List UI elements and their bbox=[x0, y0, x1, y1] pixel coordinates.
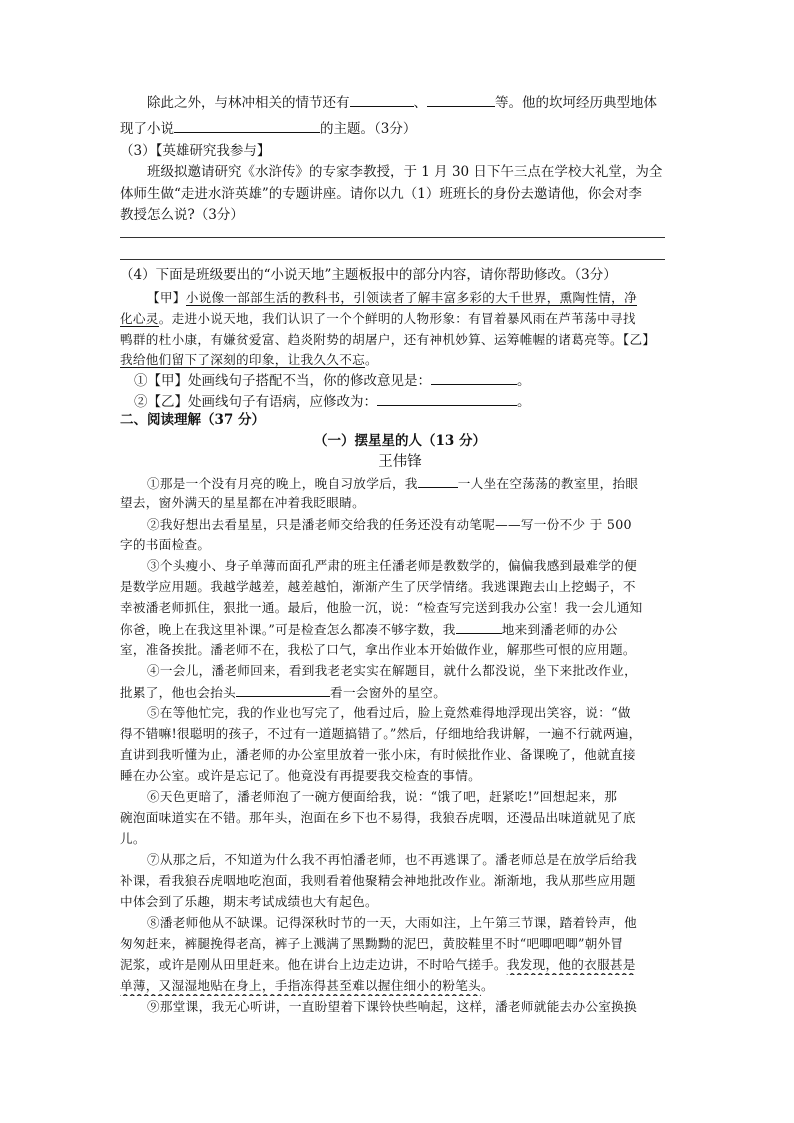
paragraph-7-line: 补课，看我狼吞虎咽地吃泡面，我则看着他聚精会神地批改作业。渐渐地，我从那些应用题 bbox=[120, 873, 636, 888]
answer-blank[interactable] bbox=[377, 391, 517, 406]
paragraph-6-line: 碗泡面味道实在不错。那年头，泡面在乡下也不易得，我狼吞虎咽，还漫品出味道就见了底 bbox=[120, 810, 636, 825]
board-line1 bbox=[120, 288, 680, 308]
paragraph-8-line bbox=[120, 976, 680, 996]
q3-heading: （3）【英雄研究我参与】 bbox=[120, 143, 271, 159]
paragraph-9-line: ⑨那堂课，我无心听讲，一直盼望着下课铃快些响起，这样，潘老师就能去办公室换换 bbox=[147, 999, 637, 1014]
q2-text: 等。他的坎坷经历典型地体 bbox=[495, 95, 657, 111]
passage-author: 王伟锋 bbox=[378, 454, 422, 470]
q4-sub1-end: 。 bbox=[517, 373, 531, 389]
board-line3: 鸭群的杜小康，有嫌贫爱富、趋炎附势的胡屠户，还有神机妙算、运筹帷幄的诸葛亮等。【乙】 bbox=[120, 332, 656, 347]
paragraph-5-line: 睡在办公室。或许是忘记了。他竟没有再提要我交检查的事情。 bbox=[120, 768, 482, 783]
passage-text: ①那是一个没有月亮的晚上，晚自习放学后，我 bbox=[147, 476, 418, 491]
paragraph-4-line: ④一会儿，潘老师回来，看到我老老实实在解题目，就什么都没说，坐下来批改作业， bbox=[147, 663, 637, 678]
passage-text: 一人坐在空荡荡的教室里，抬眼 bbox=[457, 476, 639, 491]
paragraph-3-line: ③个头瘦小、身子单薄而面孔严肃的班主任潘老师是教数学的，偏偏我感到最难学的便 bbox=[147, 558, 637, 573]
answer-line[interactable] bbox=[120, 237, 665, 238]
answer-blank[interactable] bbox=[418, 473, 458, 488]
wavy-underlined-sentence: 我发现，他的衣服甚是 bbox=[506, 957, 636, 972]
q4-sub1-text: ①【甲】处画线句子搭配不当，你的修改意见是： bbox=[134, 373, 431, 389]
paragraph-7-line: 中体会到了乐趣，期末考试成绩也大有起色。 bbox=[120, 894, 378, 909]
paragraph-8-line: 匆匆赶来，裤腿挽得老高，裤子上溅满了黑黝黝的泥巴，黄胶鞋里不时“吧唧吧唧”朝外冒 bbox=[120, 936, 624, 951]
q2-line1 bbox=[120, 92, 680, 113]
q2-text: 的主题。（3分） bbox=[320, 121, 417, 137]
answer-blank[interactable] bbox=[236, 682, 330, 697]
paragraph-2-line: ②我好想出去看星星，只是潘老师交给我的任务还没有动笔呢——写一份不少 于 500 bbox=[147, 517, 632, 532]
passage-text: 地来到潘老师的办公 bbox=[501, 622, 618, 637]
paragraph-6-line: ⑥天色更暗了，潘老师泡了一碗方便面给我，说：“饿了吧，赶紧吃!”回想起来，那 bbox=[147, 789, 618, 804]
q3-line3: 教授怎么说?（3分） bbox=[120, 207, 244, 223]
answer-blank[interactable] bbox=[431, 370, 517, 385]
board-text: 。走进小说天地，我们认识了一个个鲜明的人物形象：有冒着暴风雨在芦苇荡中寻找 bbox=[158, 311, 636, 326]
q4-sub2-end: 。 bbox=[517, 394, 531, 410]
answer-blank[interactable] bbox=[456, 619, 502, 634]
passage-text: 看一会窗外的星空。 bbox=[330, 685, 447, 700]
paragraph-3-line: 幸被潘老师抓住，狠批一通。最后，他脸一沉，说：“检查写完送到我办公室！我一会儿通知 bbox=[120, 600, 643, 615]
underlined-sentence-jia: 化心灵 bbox=[120, 311, 159, 326]
board-line4 bbox=[120, 350, 680, 370]
paragraph-5-line: 得不错嘛!很聪明的孩子，不过有一道题搞错了。”然后，仔细地给我讲解，一遍不行就两遍， bbox=[120, 726, 642, 741]
paragraph-7-line: ⑦从那之后，不知道为什么我不再怕潘老师，也不再逃课了。潘老师总是在放学后给我 bbox=[147, 852, 637, 867]
passage-title: （一）摆星星的人（13 分） bbox=[314, 433, 486, 449]
paragraph-8-line bbox=[120, 955, 680, 975]
paragraph-6-line: 儿。 bbox=[120, 831, 146, 846]
q4-sub1 bbox=[134, 370, 694, 391]
board-line2 bbox=[120, 309, 680, 329]
paragraph-3-line: 是数学应用题。我越学越差，越差越怕，渐渐产生了厌学情绪。我逃课跑去山上挖蝎子，不 bbox=[120, 579, 636, 594]
q4-heading: （4）下面是班级要出的“小说天地”主题板报中的部分内容，请你帮助修改。（3分） bbox=[120, 267, 617, 283]
q4-sub2 bbox=[134, 391, 694, 412]
paragraph-8-line: ⑧潘老师他从不缺课。记得深秋时节的一天，大雨如注，上午第三节课，踏着铃声，他 bbox=[147, 915, 637, 930]
q3-line1: 班级拟邀请研究《水浒传》的专家李教授，于 1 月 30 日下午三点在学校大礼堂，为全 bbox=[147, 164, 663, 180]
passage-text: 泥浆，或许是刚从田里赶来。他在讲台上边走边讲，不时哈气搓手。 bbox=[120, 957, 507, 972]
paragraph-5-line: ⑤在等他忙完，我的作业也写完了，他看过后，脸上竟然难得地浮现出笑容，说：“做 bbox=[147, 705, 631, 720]
answer-blank[interactable] bbox=[350, 92, 414, 107]
paragraph-4-line bbox=[120, 682, 680, 703]
label-jia: 【甲】 bbox=[147, 290, 186, 305]
underlined-sentence-yi: 我给他们留下了深刻的印象，让我久久不忘 bbox=[120, 352, 365, 367]
q3-line2: 体师生做“走进水浒英雄”的专题讲座。请你以九（1）班班长的身份去邀请他，你会对李 bbox=[120, 186, 642, 202]
board-text: 。 bbox=[364, 352, 378, 367]
q2-text: 现了小说 bbox=[120, 121, 174, 137]
paragraph-1-line: 望去，窗外满天的星星都在冲着我眨眼睛。 bbox=[120, 495, 365, 510]
underlined-sentence-jia: 小说像一部部生活的教科书，引领读者了解丰富多彩的大千世界，熏陶性情，净 bbox=[185, 290, 637, 305]
paragraph-5-line: 直讲到我听懂为止，潘老师的办公室里放着一张小床，有时候批作业、备课晚了，他就直接 bbox=[120, 747, 636, 762]
passage-text: 批累了，他也会抬头 bbox=[120, 685, 237, 700]
answer-blank[interactable] bbox=[427, 92, 495, 107]
paragraph-2-line: 字的书面检查。 bbox=[120, 537, 211, 552]
q2-line2 bbox=[120, 118, 680, 139]
paragraph-3-line: 室，准备挨批。潘老师不在，我松了口气，拿出作业本开始做作业，解那些可恨的应用题。 bbox=[120, 642, 636, 657]
section2-heading: 二、阅读理解（37 分） bbox=[120, 412, 265, 428]
answer-blank[interactable] bbox=[174, 118, 320, 133]
q2-sep: 、 bbox=[413, 95, 427, 111]
passage-text: 。 bbox=[481, 978, 494, 993]
paragraph-1-line bbox=[120, 473, 680, 494]
q4-sub2-text: ②【乙】处画线句子有语病，应修改为： bbox=[134, 394, 377, 410]
paragraph-3-line bbox=[120, 619, 680, 640]
answer-line[interactable] bbox=[120, 259, 665, 260]
wavy-underlined-sentence: 单薄，又湿湿地贴在身上，手指冻得甚至难以握住细小的粉笔头 bbox=[120, 978, 482, 993]
q2-text: 除此之外，与林冲相关的情节还有 bbox=[147, 95, 350, 111]
passage-text: 你爸，晚上在我这里补课。”可是检查怎么都凑不够字数，我 bbox=[120, 622, 456, 637]
